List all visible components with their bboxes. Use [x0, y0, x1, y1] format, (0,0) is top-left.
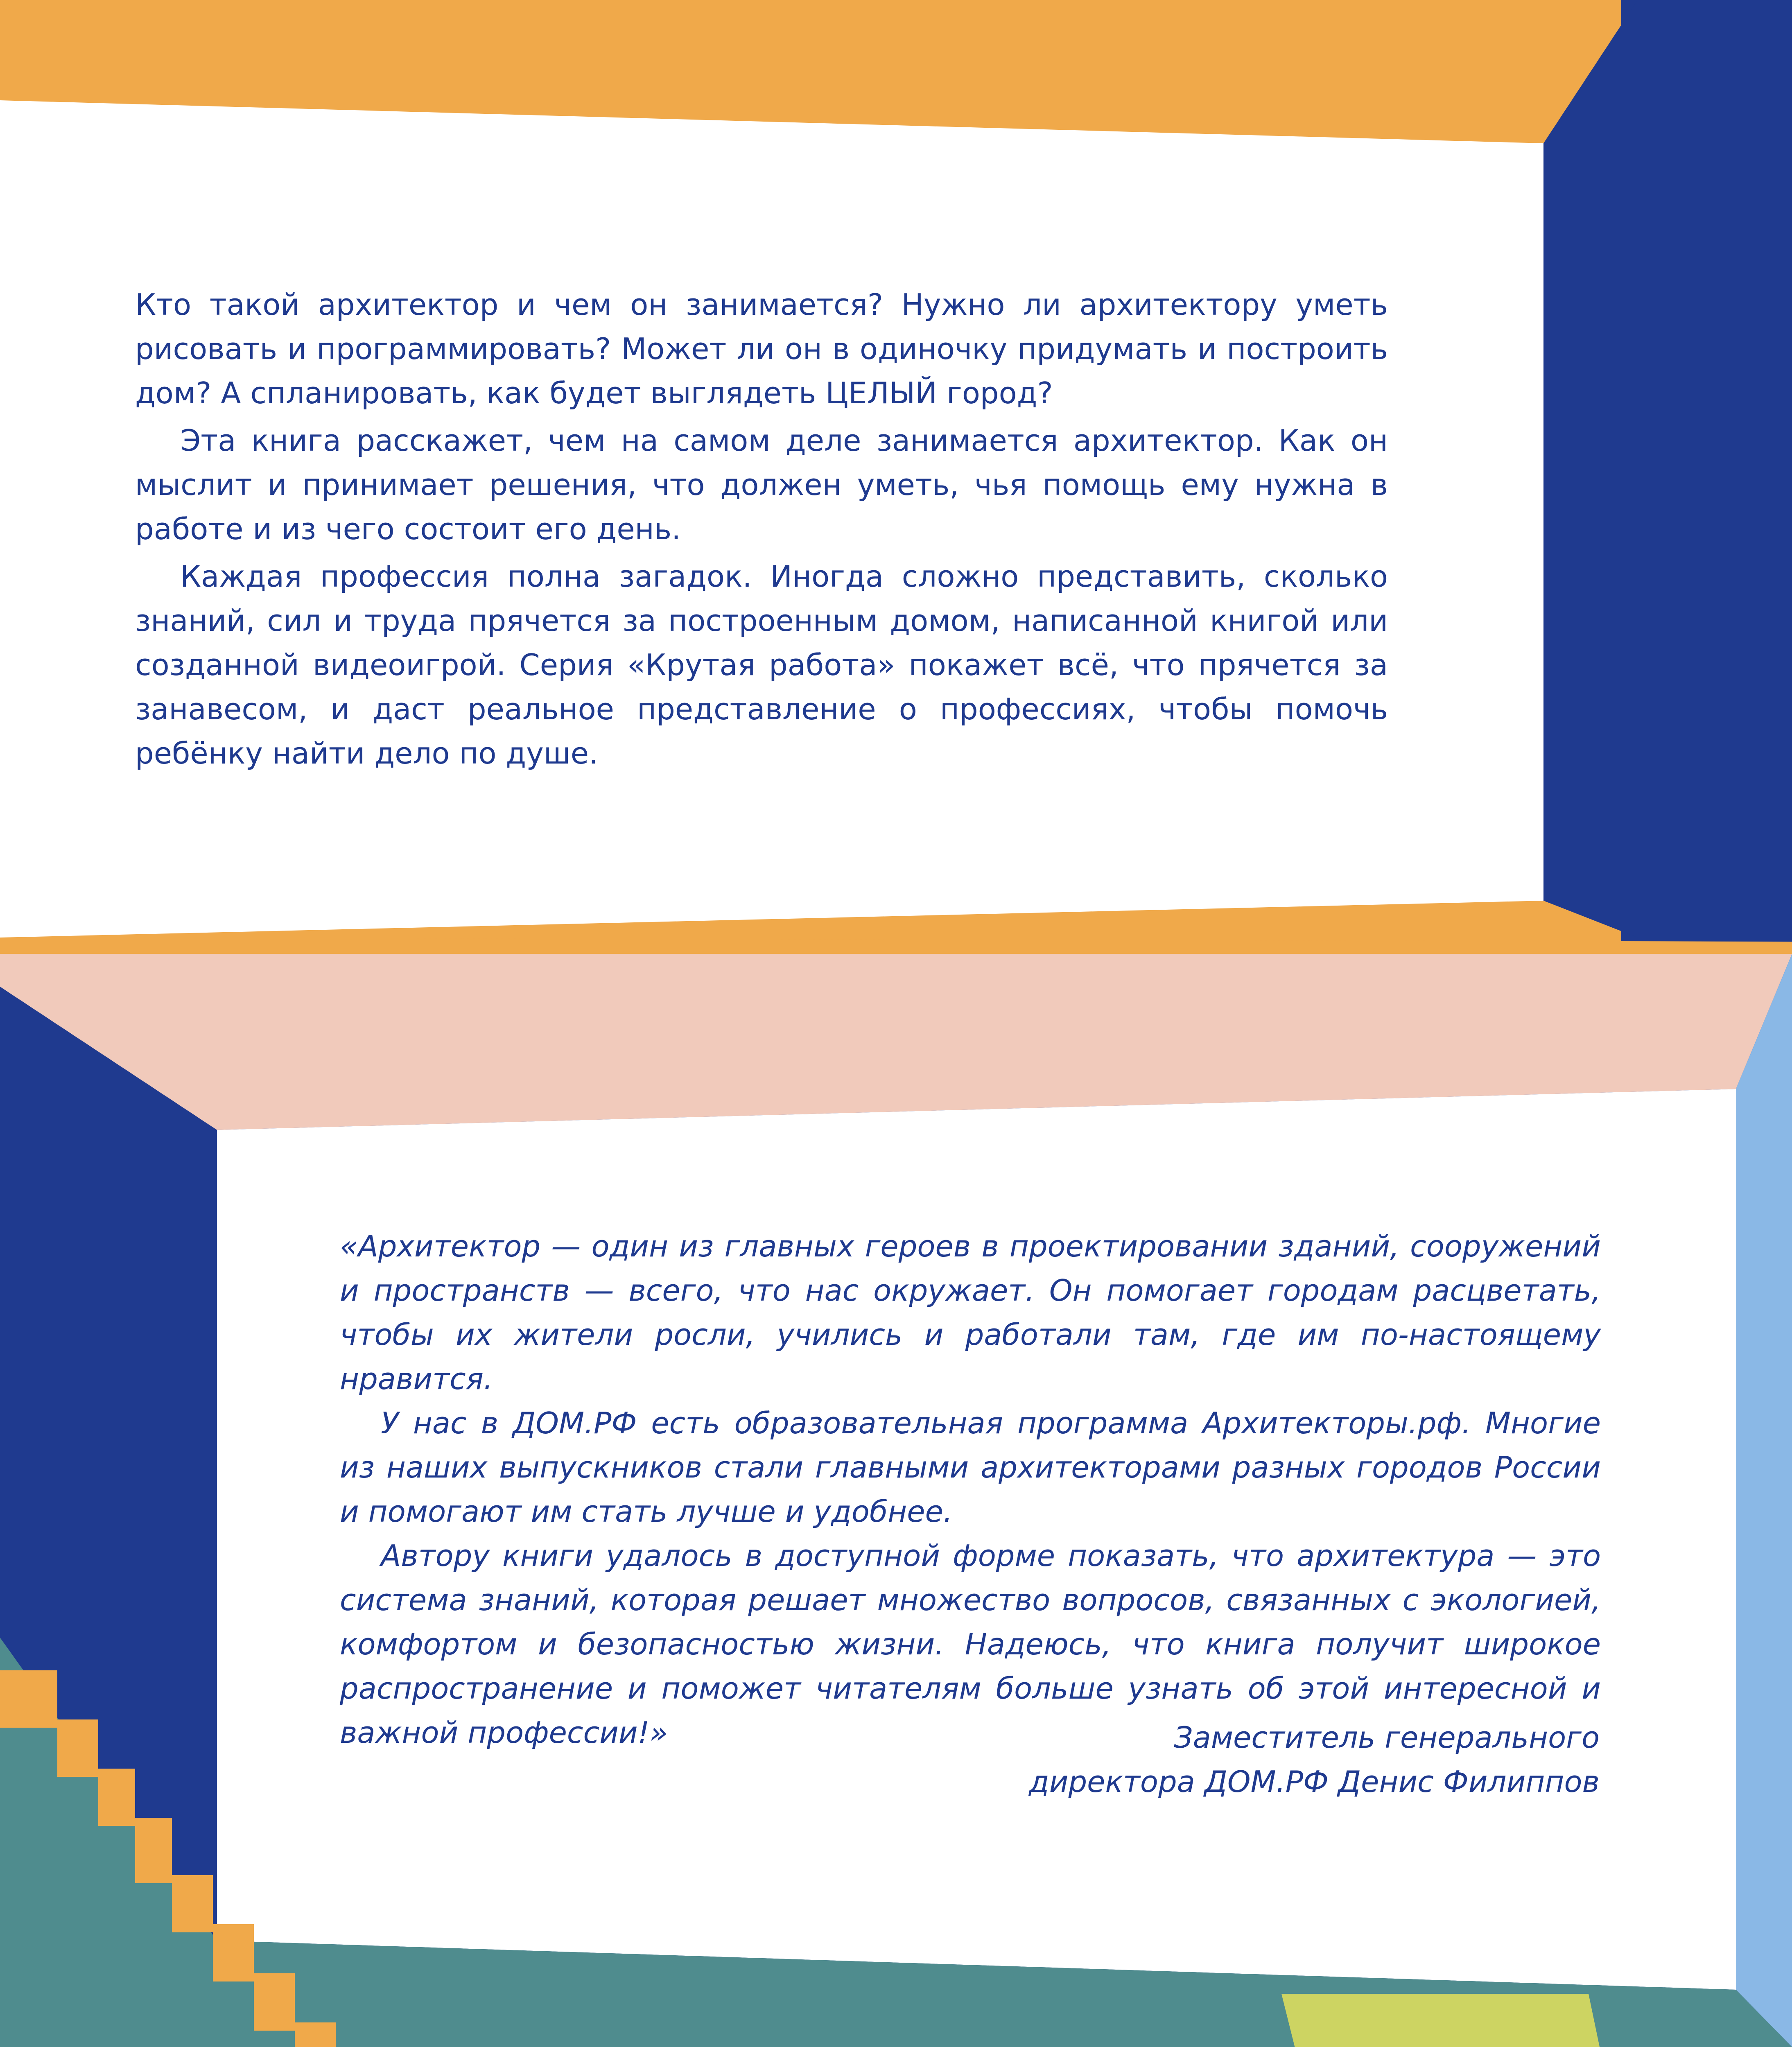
- book-description: [135, 282, 1388, 779]
- quote-paragraph: У нас в ДОМ.РФ есть образовательная программа Архитекторы.рф. Многие из наших выпускников стали главными архитекторами разных городов России и помогают им стать лучше и удобнее.: [340, 1406, 1601, 1529]
- quote-paragraph: «Архитектор — один из главных героев в проектировании зданий, сооружений и пространств — всего, что нас окружает. Он помогает городам расцветать, чтобы их жители росли, учились и работали там, где им по-настоящему нравится.: [340, 1229, 1601, 1396]
- attribution-name: директора ДОМ.РФ Денис Филиппов: [1028, 1765, 1600, 1799]
- description-paragraph: Каждая профессия полна загадок. Иногда сложно представить, сколько знаний, сил и труда прячется за построенным домом, написанной книгой или созданной видеоигрой. Серия «Крутая работа» покажет всё, что прячется за занавесом, и даст реальное представление о профессиях, чтобы помочь ребёнку найти дело по душе.: [135, 559, 1388, 770]
- quote-attribution: [822, 1715, 1600, 1804]
- quote-paragraph: Автору книги удалось в доступной форме показать, что архитектура — это система знаний, которая решает множество вопросов, связанных с экологией, комфортом и безопасностью жизни. Надеюсь, что книга получит широкое распространение и поможет читателям больше узнать об этой интересной и важной профессии!»: [340, 1539, 1601, 1750]
- description-paragraph: Эта книга расскажет, чем на самом деле занимается архитектор. Как он мыслит и принимает решения, что должен уметь, чья помощь ему нужна в работе и из чего состоит его день.: [135, 423, 1388, 546]
- attribution-title: Заместитель генерального: [1174, 1720, 1600, 1755]
- endorsement-quote: [340, 1224, 1601, 1755]
- description-paragraph: Кто такой архитектор и чем он занимается? Нужно ли архитектору уметь рисовать и программировать? Может ли он в одиночку придумать и построить дом? А спланировать, как будет выглядеть ЦЕЛЫЙ город?: [135, 287, 1388, 410]
